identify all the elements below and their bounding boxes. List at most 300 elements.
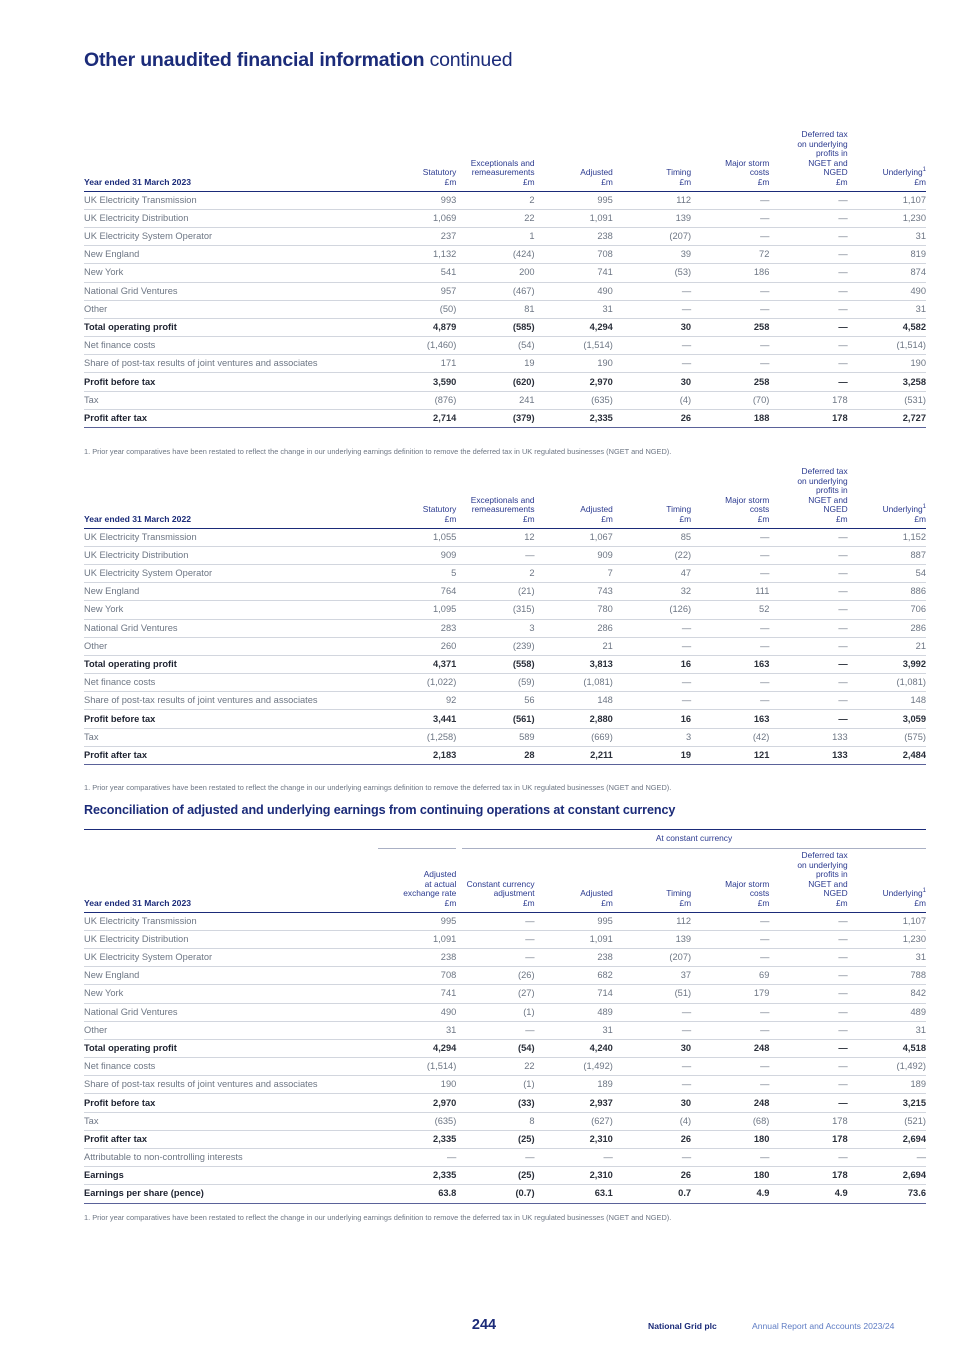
table-row [84, 1058, 926, 1076]
table-row [84, 601, 926, 619]
cell-c7: 3,258 [848, 373, 926, 391]
cell-c5: 248 [691, 1094, 769, 1112]
row-label: Total operating profit [84, 655, 378, 673]
cell-c6: — [769, 930, 847, 948]
cell-c2: (54) [456, 337, 534, 355]
cell-c3: (1,081) [535, 674, 613, 692]
cell-c2: 3 [456, 619, 534, 637]
cell-c7: 1,230 [848, 930, 926, 948]
cell-c4: 32 [613, 583, 691, 601]
table-row [84, 355, 926, 373]
table-row-total [84, 373, 926, 391]
footnote-table1: 1. Prior year comparatives have been restated to reflect the change in our underlying earnings definition to remove the deferred tax in UK regulated businesses (NGET and NGED). [84, 447, 672, 456]
cell-c6: — [769, 282, 847, 300]
cell-c3: 2,310 [535, 1167, 613, 1185]
cell-c1: 2,183 [378, 746, 456, 764]
cell-c5: — [691, 692, 769, 710]
cell-c5: 72 [691, 246, 769, 264]
table-row [84, 912, 926, 930]
cell-c2: — [456, 546, 534, 564]
cell-c7: 706 [848, 601, 926, 619]
row-label: UK Electricity System Operator [84, 227, 378, 245]
cell-c3: (669) [535, 728, 613, 746]
row-label: Share of post-tax results of joint ventures and associates [84, 1076, 378, 1094]
cell-c3: 63.1 [535, 1185, 613, 1203]
cell-c6: — [769, 1021, 847, 1039]
cell-c2: (585) [456, 318, 534, 336]
row-label: Other [84, 637, 378, 655]
cell-c6: — [769, 300, 847, 318]
cell-c3: 286 [535, 619, 613, 637]
cell-c4: 85 [613, 528, 691, 546]
cell-c1: 3,590 [378, 373, 456, 391]
cell-c1: 5 [378, 564, 456, 582]
table-row [84, 1112, 926, 1130]
row-label: Profit after tax [84, 746, 378, 764]
cell-c3: 7 [535, 564, 613, 582]
row-label: Net finance costs [84, 674, 378, 692]
cell-c6: — [769, 227, 847, 245]
cell-c4: 0.7 [613, 1185, 691, 1203]
cell-c5: — [691, 528, 769, 546]
section-heading-constant-currency: Reconciliation of adjusted and underlying earnings from continuing operations at constant currency [84, 803, 676, 817]
cell-c2: 22 [456, 209, 534, 227]
cell-c6: — [769, 1003, 847, 1021]
cell-c5: — [691, 948, 769, 966]
table-row [84, 728, 926, 746]
cell-c7: 148 [848, 692, 926, 710]
footnote-table3: 1. Prior year comparatives have been restated to reflect the change in our underlying earnings definition to remove the deferred tax in UK regulated businesses (NGET and NGED). [84, 1213, 672, 1222]
table-body [84, 528, 926, 764]
cell-c6: — [769, 1149, 847, 1167]
row-label: UK Electricity System Operator [84, 948, 378, 966]
row-label: Profit after tax [84, 409, 378, 427]
cell-c7: 286 [848, 619, 926, 637]
row-label: Other [84, 1021, 378, 1039]
table-row [84, 948, 926, 966]
cell-c1: 63.8 [378, 1185, 456, 1203]
cell-c4: (51) [613, 985, 691, 1003]
cell-c1: (1,460) [378, 337, 456, 355]
cell-c3: 2,937 [535, 1094, 613, 1112]
row-label: Profit before tax [84, 1094, 378, 1112]
cell-c3: (635) [535, 391, 613, 409]
row-label: National Grid Ventures [84, 1003, 378, 1021]
table-row [84, 1076, 926, 1094]
cell-c5: 69 [691, 967, 769, 985]
cell-c3: 2,211 [535, 746, 613, 764]
cell-c1: 1,091 [378, 930, 456, 948]
cell-c6: — [769, 318, 847, 336]
cell-c6: — [769, 637, 847, 655]
cell-c5: — [691, 912, 769, 930]
cell-c3: 190 [535, 355, 613, 373]
cell-c1: 4,371 [378, 655, 456, 673]
column-header-2: Exceptionals and remeasurements £m [456, 130, 534, 191]
cell-c2: 19 [456, 355, 534, 373]
row-label: National Grid Ventures [84, 282, 378, 300]
cell-c1: 2,335 [378, 1167, 456, 1185]
table-row [84, 692, 926, 710]
cell-c3: 741 [535, 264, 613, 282]
table-row [84, 337, 926, 355]
cell-c5: 188 [691, 409, 769, 427]
cell-c1: 260 [378, 637, 456, 655]
cell-c3: 3,813 [535, 655, 613, 673]
cell-c3: 2,310 [535, 1130, 613, 1148]
cell-c4: — [613, 619, 691, 637]
cell-c7: 31 [848, 300, 926, 318]
cell-c1: 2,335 [378, 1130, 456, 1148]
cell-c5: — [691, 227, 769, 245]
cell-c1: 1,069 [378, 209, 456, 227]
table-row [84, 282, 926, 300]
cell-c5: 52 [691, 601, 769, 619]
cell-c2: 2 [456, 191, 534, 209]
footer-company-name: National Grid plc [648, 1321, 717, 1331]
column-header-1: Statutory £m [378, 130, 456, 191]
cell-c5: — [691, 619, 769, 637]
cell-c5: — [691, 674, 769, 692]
cell-c7: 2,727 [848, 409, 926, 427]
cell-c7: 886 [848, 583, 926, 601]
cell-c7: 1,152 [848, 528, 926, 546]
cell-c6: — [769, 710, 847, 728]
cell-c1: 4,879 [378, 318, 456, 336]
cell-c2: (25) [456, 1167, 534, 1185]
column-header-5: Major storm costs £m [691, 130, 769, 191]
cell-c4: 16 [613, 655, 691, 673]
cell-c2: — [456, 912, 534, 930]
table-top-rule [84, 829, 926, 830]
cell-c7: (521) [848, 1112, 926, 1130]
cell-c2: (561) [456, 710, 534, 728]
cell-c6: — [769, 655, 847, 673]
cell-c5: 121 [691, 746, 769, 764]
cell-c6: — [769, 564, 847, 582]
cell-c6: 178 [769, 1130, 847, 1148]
cell-c2: 81 [456, 300, 534, 318]
table-row-total [84, 710, 926, 728]
cell-c6: — [769, 674, 847, 692]
cell-c2: (26) [456, 967, 534, 985]
cell-c7: 1,230 [848, 209, 926, 227]
column-header-7: Underlying$^1$ £m [848, 130, 926, 191]
cell-c4: — [613, 1149, 691, 1167]
cell-c7: (575) [848, 728, 926, 746]
table-row [84, 264, 926, 282]
table-body [84, 912, 926, 1203]
table-row [84, 209, 926, 227]
row-label: Attributable to non-controlling interests [84, 1149, 378, 1167]
cell-c7: 490 [848, 282, 926, 300]
cell-c5: — [691, 546, 769, 564]
cell-c2: (239) [456, 637, 534, 655]
cell-c2: 589 [456, 728, 534, 746]
table-row-total [84, 746, 926, 764]
cell-c6: — [769, 692, 847, 710]
cell-c6: 178 [769, 409, 847, 427]
row-label: UK Electricity Transmission [84, 191, 378, 209]
cell-c1: 909 [378, 546, 456, 564]
table-header [84, 851, 926, 912]
cell-c1: 993 [378, 191, 456, 209]
cell-c4: — [613, 337, 691, 355]
cell-c7: — [848, 1149, 926, 1167]
cell-c7: (1,492) [848, 1058, 926, 1076]
cell-c6: — [769, 209, 847, 227]
cell-c6: — [769, 948, 847, 966]
cell-c3: 189 [535, 1076, 613, 1094]
table-fy2023-statutory-to-underlying [84, 130, 926, 428]
table-row-total [84, 1130, 926, 1148]
table-row [84, 985, 926, 1003]
row-label: New England [84, 583, 378, 601]
cell-c6: — [769, 264, 847, 282]
cell-c3: 4,294 [535, 318, 613, 336]
cell-c1: 490 [378, 1003, 456, 1021]
table-row [84, 191, 926, 209]
cell-c4: (4) [613, 391, 691, 409]
cell-c4: 30 [613, 1039, 691, 1057]
cell-c1: (1,258) [378, 728, 456, 746]
cell-c4: 26 [613, 1167, 691, 1185]
cell-c2: (467) [456, 282, 534, 300]
cell-c3: 2,970 [535, 373, 613, 391]
cell-c7: 3,215 [848, 1094, 926, 1112]
cell-c1: (635) [378, 1112, 456, 1130]
column-header-6: Deferred tax on underlying profits in NGET and NGED £m [769, 130, 847, 191]
cell-c5: (68) [691, 1112, 769, 1130]
constant-currency-span-header [84, 829, 926, 851]
cell-c3: 780 [535, 601, 613, 619]
cell-c7: 189 [848, 1076, 926, 1094]
cell-c2: (0.7) [456, 1185, 534, 1203]
cell-c6: — [769, 373, 847, 391]
cell-c6: — [769, 985, 847, 1003]
table-row [84, 930, 926, 948]
table-row [84, 1021, 926, 1039]
cell-c1: 237 [378, 227, 456, 245]
cell-c5: 258 [691, 373, 769, 391]
cell-c5: — [691, 209, 769, 227]
cell-c2: 12 [456, 528, 534, 546]
footnote-table2: 1. Prior year comparatives have been restated to reflect the change in our underlying earnings definition to remove the deferred tax in UK regulated businesses (NGET and NGED). [84, 783, 672, 792]
column-header-row-label: Year ended 31 March 2023 [84, 130, 378, 191]
cell-c3: 2,335 [535, 409, 613, 427]
cell-c1: 238 [378, 948, 456, 966]
cell-c6: — [769, 355, 847, 373]
table-row-total [84, 1039, 926, 1057]
cell-c6: — [769, 1076, 847, 1094]
cell-c3: (627) [535, 1112, 613, 1130]
column-header-row-label: Year ended 31 March 2023 [84, 851, 378, 912]
cell-c7: 842 [848, 985, 926, 1003]
cell-c7: 2,694 [848, 1130, 926, 1148]
column-header-row-label: Year ended 31 March 2022 [84, 467, 378, 528]
row-label: UK Electricity System Operator [84, 564, 378, 582]
span-rule-constant-currency [462, 848, 926, 849]
cell-c6: 178 [769, 1112, 847, 1130]
cell-c1: 995 [378, 912, 456, 930]
cell-c1: 541 [378, 264, 456, 282]
cell-c1: 92 [378, 692, 456, 710]
cell-c1: (876) [378, 391, 456, 409]
cell-c4: (22) [613, 546, 691, 564]
column-header-3: Adjusted £m [535, 130, 613, 191]
cell-c6: — [769, 912, 847, 930]
cell-c1: — [378, 1149, 456, 1167]
cell-c2: 56 [456, 692, 534, 710]
row-label: UK Electricity Distribution [84, 209, 378, 227]
cell-c5: — [691, 1058, 769, 1076]
cell-c1: (50) [378, 300, 456, 318]
cell-c1: 2,714 [378, 409, 456, 427]
cell-c1: 1,055 [378, 528, 456, 546]
table-row-total [84, 1094, 926, 1112]
cell-c2: (27) [456, 985, 534, 1003]
cell-c2: (315) [456, 601, 534, 619]
table-row [84, 227, 926, 245]
cell-c3: 31 [535, 1021, 613, 1039]
table-row [84, 583, 926, 601]
table-row [84, 674, 926, 692]
cell-c2: (379) [456, 409, 534, 427]
cell-c5: — [691, 337, 769, 355]
cell-c5: — [691, 564, 769, 582]
cell-c5: (42) [691, 728, 769, 746]
cell-c1: 283 [378, 619, 456, 637]
table-body [84, 191, 926, 427]
row-label: Other [84, 300, 378, 318]
cell-c6: 178 [769, 391, 847, 409]
cell-c3: 909 [535, 546, 613, 564]
cell-c6: 133 [769, 728, 847, 746]
cell-c4: 30 [613, 373, 691, 391]
cell-c7: 3,992 [848, 655, 926, 673]
cell-c3: 708 [535, 246, 613, 264]
cell-c7: 31 [848, 948, 926, 966]
cell-c4: — [613, 674, 691, 692]
table-fy2022-statutory-to-underlying [84, 467, 926, 765]
row-label: Tax [84, 728, 378, 746]
column-header-5: Major storm costs £m [691, 851, 769, 912]
cell-c5: 4.9 [691, 1185, 769, 1203]
cell-c1: 190 [378, 1076, 456, 1094]
cell-c2: (558) [456, 655, 534, 673]
cell-c3: 489 [535, 1003, 613, 1021]
cell-c3: 682 [535, 967, 613, 985]
cell-c7: (531) [848, 391, 926, 409]
cell-c4: — [613, 1058, 691, 1076]
cell-c4: 30 [613, 1094, 691, 1112]
row-label: Profit before tax [84, 373, 378, 391]
row-label: New England [84, 246, 378, 264]
cell-c1: 31 [378, 1021, 456, 1039]
row-label: UK Electricity Transmission [84, 528, 378, 546]
cell-c3: 995 [535, 191, 613, 209]
cell-c2: 8 [456, 1112, 534, 1130]
cell-c3: (1,492) [535, 1058, 613, 1076]
column-header-3: Adjusted £m [535, 851, 613, 912]
cell-c3: 148 [535, 692, 613, 710]
row-label: Earnings [84, 1167, 378, 1185]
cell-c4: 30 [613, 318, 691, 336]
table-header-row [84, 467, 926, 528]
cell-c4: — [613, 282, 691, 300]
cell-c2: (424) [456, 246, 534, 264]
table-row-total [84, 409, 926, 427]
cell-c7: 4,518 [848, 1039, 926, 1057]
row-label: Tax [84, 1112, 378, 1130]
cell-c2: (25) [456, 1130, 534, 1148]
column-header-4: Timing £m [613, 851, 691, 912]
cell-c4: (126) [613, 601, 691, 619]
cell-c5: 111 [691, 583, 769, 601]
row-label: National Grid Ventures [84, 619, 378, 637]
cell-c2: (59) [456, 674, 534, 692]
cell-c6: — [769, 1094, 847, 1112]
cell-c2: (54) [456, 1039, 534, 1057]
cell-c2: 28 [456, 746, 534, 764]
cell-c1: 708 [378, 967, 456, 985]
page-title-main: Other unaudited financial information [84, 49, 425, 71]
row-label: Total operating profit [84, 318, 378, 336]
cell-c7: (1,514) [848, 337, 926, 355]
span-rule-actual-rate [378, 848, 456, 849]
row-label: Share of post-tax results of joint ventures and associates [84, 355, 378, 373]
row-label: Tax [84, 391, 378, 409]
cell-c2: (620) [456, 373, 534, 391]
table-constant-currency-reconciliation [84, 851, 926, 1204]
cell-c4: — [613, 692, 691, 710]
cell-c6: — [769, 1058, 847, 1076]
cell-c7: 2,484 [848, 746, 926, 764]
column-header-6: Deferred tax on underlying profits in NGET and NGED £m [769, 467, 847, 528]
cell-c7: 3,059 [848, 710, 926, 728]
cell-c2: 1 [456, 227, 534, 245]
row-label: UK Electricity Transmission [84, 912, 378, 930]
cell-c5: — [691, 1021, 769, 1039]
page-title [84, 49, 512, 72]
column-header-7: Underlying$^1$ £m [848, 467, 926, 528]
cell-c6: — [769, 246, 847, 264]
cell-c4: 16 [613, 710, 691, 728]
cell-c4: 47 [613, 564, 691, 582]
table-row [84, 246, 926, 264]
cell-c5: — [691, 282, 769, 300]
table-row [84, 564, 926, 582]
cell-c3: 21 [535, 637, 613, 655]
cell-c6: — [769, 601, 847, 619]
row-label: Share of post-tax results of joint ventures and associates [84, 692, 378, 710]
table-header [84, 130, 926, 191]
table-row [84, 637, 926, 655]
cell-c1: 4,294 [378, 1039, 456, 1057]
cell-c7: 788 [848, 967, 926, 985]
cell-c5: (70) [691, 391, 769, 409]
row-label: Profit before tax [84, 710, 378, 728]
cell-c2: (1) [456, 1076, 534, 1094]
cell-c1: 1,132 [378, 246, 456, 264]
cell-c6: — [769, 619, 847, 637]
table-header-row [84, 851, 926, 912]
cell-c2: — [456, 1149, 534, 1167]
table-header-row [84, 130, 926, 191]
cell-c5: 163 [691, 655, 769, 673]
cell-c5: 180 [691, 1130, 769, 1148]
cell-c7: 4,582 [848, 318, 926, 336]
